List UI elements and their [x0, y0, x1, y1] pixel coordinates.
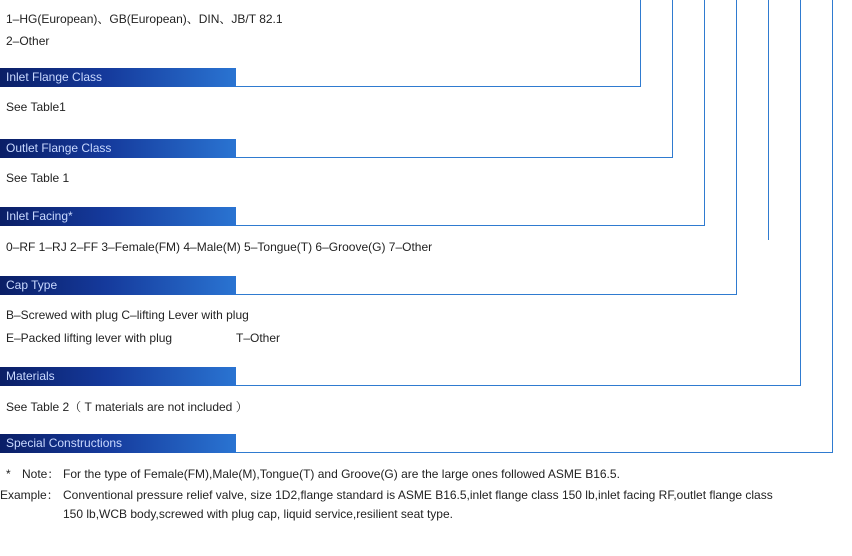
- standard-option-2: 2–Other: [6, 34, 50, 48]
- bracket-vertical-inlet-flange: [640, 0, 641, 87]
- example-label: Example：: [0, 488, 59, 502]
- cap-type-line-2: E–Packed lifting lever with plug: [6, 331, 173, 345]
- example-line-1: Conventional pressure relief valve, size 1D2,flange standard is ASME B16.5,inlet flange class 150 lb,inlet facing RF,outlet flange class: [63, 488, 773, 502]
- bracket-vertical-inlet-facing: [704, 0, 705, 226]
- cap-type-line-3: T–Other: [236, 331, 281, 345]
- note-asterisk: *: [6, 467, 11, 481]
- bracket-horizontal-outlet-flange: [236, 157, 673, 158]
- bracket-vertical-extra: [768, 0, 769, 240]
- section-header-inlet-facing: Inlet Facing*: [0, 207, 236, 226]
- bracket-vertical-special-constructions: [832, 0, 833, 453]
- materials-text: See Table 2（ T materials are not included ）: [6, 400, 248, 414]
- standard-option-1: 1–HG(European)、GB(European)、DIN、JB/T 82.1: [6, 12, 283, 26]
- section-header-cap-type: Cap Type: [0, 276, 236, 295]
- bracket-horizontal-materials: [236, 385, 801, 386]
- note-label: Note：: [22, 467, 60, 481]
- section-header-materials: Materials: [0, 367, 236, 386]
- example-line-2: 150 lb,WCB body,screwed with plug cap, liquid service,resilient seat type.: [63, 507, 453, 521]
- bracket-horizontal-inlet-flange: [236, 86, 641, 87]
- bracket-horizontal-special-constructions: [236, 452, 833, 453]
- note-text: For the type of Female(FM),Male(M),Tongue(T) and Groove(G) are the large ones followed ASME B16.5.: [63, 467, 620, 481]
- bracket-vertical-outlet-flange: [672, 0, 673, 158]
- section-header-inlet-flange-class: Inlet Flange Class: [0, 68, 236, 87]
- inlet-flange-class-text: See Table1: [6, 100, 66, 114]
- section-header-special-constructions: Special Constructions: [0, 434, 236, 453]
- section-header-outlet-flange-class: Outlet Flange Class: [0, 139, 236, 158]
- bracket-horizontal-inlet-facing: [236, 225, 705, 226]
- outlet-flange-class-text: See Table 1: [6, 171, 70, 185]
- bracket-vertical-materials: [800, 0, 801, 386]
- bracket-vertical-cap-type: [736, 0, 737, 295]
- cap-type-line-1: B–Screwed with plug C–lifting Lever with plug: [6, 308, 249, 322]
- bracket-horizontal-cap-type: [236, 294, 737, 295]
- inlet-facing-options: 0–RF 1–RJ 2–FF 3–Female(FM) 4–Male(M) 5–Tongue(T) 6–Groove(G) 7–Other: [6, 240, 433, 254]
